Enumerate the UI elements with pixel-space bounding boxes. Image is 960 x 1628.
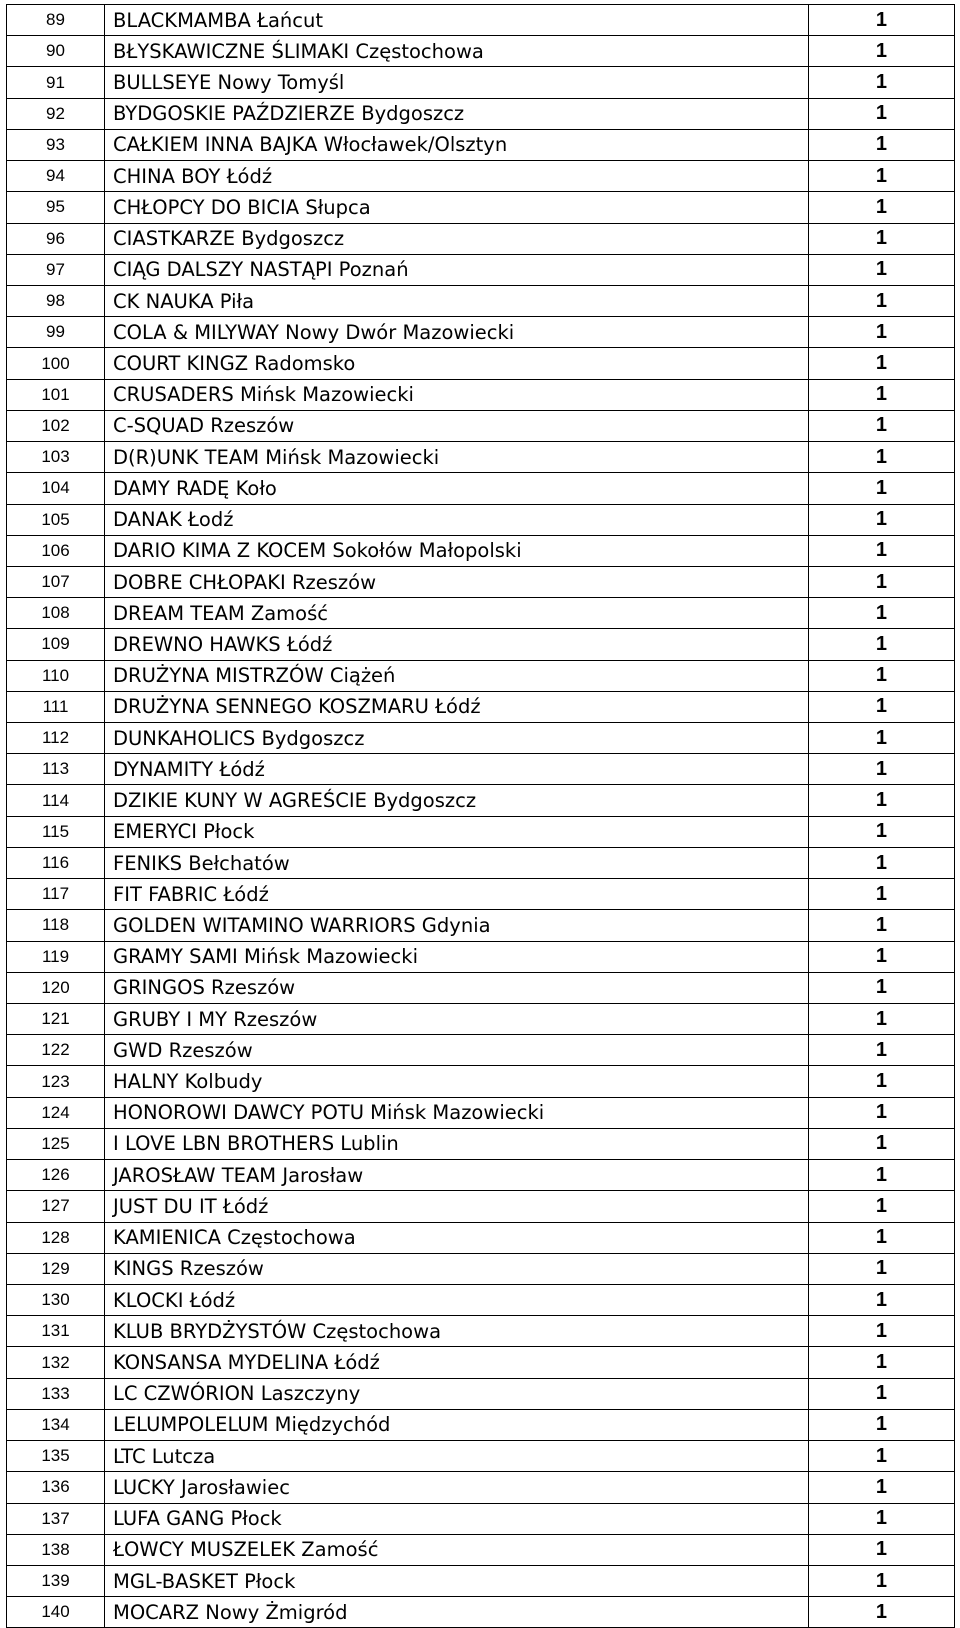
team-name: MGL-BASKET Płock [105,1565,809,1596]
team-count: 1 [809,1316,955,1347]
team-count: 1 [809,1160,955,1191]
row-number: 102 [7,410,105,441]
team-count: 1 [809,192,955,223]
row-number: 101 [7,379,105,410]
team-name: GOLDEN WITAMINO WARRIORS Gdynia [105,910,809,941]
table-row [7,1004,955,1035]
table-row [7,972,955,1003]
table-row [7,629,955,660]
team-count: 1 [809,847,955,878]
team-count: 1 [809,473,955,504]
table-row [7,1565,955,1596]
team-name: DAMY RADĘ Koło [105,473,809,504]
row-number: 136 [7,1472,105,1503]
team-name: BULLSEYE Nowy Tomyśl [105,67,809,98]
team-name: KLOCKI Łódź [105,1284,809,1315]
team-count: 1 [809,598,955,629]
team-count: 1 [809,1378,955,1409]
team-name: DANAK Łodź [105,504,809,535]
row-number: 121 [7,1004,105,1035]
row-number: 130 [7,1284,105,1315]
team-count: 1 [809,941,955,972]
team-count: 1 [809,1035,955,1066]
table-row [7,504,955,535]
row-number: 93 [7,129,105,160]
team-name: GRUBY I MY Rzeszów [105,1004,809,1035]
row-number: 113 [7,754,105,785]
team-count: 1 [809,723,955,754]
team-name: DUNKAHOLICS Bydgoszcz [105,723,809,754]
table-row [7,910,955,941]
team-name: C-SQUAD Rzeszów [105,410,809,441]
team-count: 1 [809,317,955,348]
team-count: 1 [809,1409,955,1440]
team-count: 1 [809,36,955,67]
team-name: GWD Rzeszów [105,1035,809,1066]
team-name: HALNY Kolbudy [105,1066,809,1097]
team-name: GRINGOS Rzeszów [105,972,809,1003]
team-name: BYDGOSKIE PAŹDZIERZE Bydgoszcz [105,98,809,129]
table-row [7,1347,955,1378]
table-row [7,129,955,160]
team-name: KLUB BRYDŻYSTÓW Częstochowa [105,1316,809,1347]
team-name: CRUSADERS Mińsk Mazowiecki [105,379,809,410]
row-number: 98 [7,285,105,316]
team-name: COLA & MILYWAY Nowy Dwór Mazowiecki [105,317,809,348]
team-name: LUCKY Jarosławiec [105,1472,809,1503]
team-name: KINGS Rzeszów [105,1253,809,1284]
table-row [7,161,955,192]
team-name: LUFA GANG Płock [105,1503,809,1534]
row-number: 118 [7,910,105,941]
table-row [7,660,955,691]
row-number: 131 [7,1316,105,1347]
team-count: 1 [809,129,955,160]
team-count: 1 [809,348,955,379]
table-row [7,1597,955,1628]
table-row [7,1066,955,1097]
team-name: DREWNO HAWKS Łódź [105,629,809,660]
table-row [7,535,955,566]
team-count: 1 [809,1253,955,1284]
team-count: 1 [809,879,955,910]
team-name: DRUŻYNA MISTRZÓW Ciążeń [105,660,809,691]
table-row [7,1534,955,1565]
table-row [7,1472,955,1503]
team-count: 1 [809,754,955,785]
team-count: 1 [809,254,955,285]
team-name: BŁYSKAWICZNE ŚLIMAKI Częstochowa [105,36,809,67]
table-row [7,1035,955,1066]
team-count: 1 [809,910,955,941]
table-row [7,36,955,67]
team-count: 1 [809,1191,955,1222]
team-count: 1 [809,1597,955,1628]
team-name: FENIKS Bełchatów [105,847,809,878]
team-name: CIĄG DALSZY NASTĄPI Poznań [105,254,809,285]
row-number: 89 [7,5,105,36]
row-number: 111 [7,691,105,722]
table-row [7,847,955,878]
team-count: 1 [809,410,955,441]
row-number: 116 [7,847,105,878]
row-number: 90 [7,36,105,67]
team-count: 1 [809,1534,955,1565]
team-name: DYNAMITY Łódź [105,754,809,785]
table-row [7,1253,955,1284]
team-name: DARIO KIMA Z KOCEM Sokołów Małopolski [105,535,809,566]
team-name: KONSANSA MYDELINA Łódź [105,1347,809,1378]
team-name: CIASTKARZE Bydgoszcz [105,223,809,254]
row-number: 104 [7,473,105,504]
team-count: 1 [809,442,955,473]
row-number: 112 [7,723,105,754]
row-number: 138 [7,1534,105,1565]
table-row [7,1097,955,1128]
team-name: DREAM TEAM Zamość [105,598,809,629]
table-row [7,1503,955,1534]
team-count: 1 [809,379,955,410]
row-number: 129 [7,1253,105,1284]
row-number: 94 [7,161,105,192]
team-name: DRUŻYNA SENNEGO KOSZMARU Łódź [105,691,809,722]
row-number: 119 [7,941,105,972]
team-name: ŁOWCY MUSZELEK Zamość [105,1534,809,1565]
table-row [7,379,955,410]
table-row [7,691,955,722]
teams-table [6,4,955,1628]
table-row [7,285,955,316]
row-number: 128 [7,1222,105,1253]
team-count: 1 [809,660,955,691]
table-row [7,598,955,629]
table-row [7,1284,955,1315]
team-name: MOCARZ Nowy Żmigród [105,1597,809,1628]
table-row [7,1160,955,1191]
team-count: 1 [809,223,955,254]
row-number: 107 [7,566,105,597]
team-name: DOBRE CHŁOPAKI Rzeszów [105,566,809,597]
row-number: 103 [7,442,105,473]
row-number: 135 [7,1441,105,1472]
row-number: 99 [7,317,105,348]
team-count: 1 [809,1097,955,1128]
row-number: 124 [7,1097,105,1128]
row-number: 132 [7,1347,105,1378]
team-count: 1 [809,691,955,722]
table-row [7,192,955,223]
row-number: 105 [7,504,105,535]
team-name: DZIKIE KUNY W AGREŚCIE Bydgoszcz [105,785,809,816]
team-count: 1 [809,785,955,816]
team-count: 1 [809,972,955,1003]
table-row [7,254,955,285]
team-name: EMERYCI Płock [105,816,809,847]
row-number: 114 [7,785,105,816]
table-row [7,785,955,816]
row-number: 137 [7,1503,105,1534]
team-count: 1 [809,1565,955,1596]
team-name: GRAMY SAMI Mińsk Mazowiecki [105,941,809,972]
row-number: 140 [7,1597,105,1628]
table-row [7,1378,955,1409]
team-count: 1 [809,98,955,129]
row-number: 134 [7,1409,105,1440]
table-row [7,754,955,785]
table-row [7,1409,955,1440]
team-count: 1 [809,566,955,597]
table-row [7,1316,955,1347]
table-row [7,566,955,597]
row-number: 97 [7,254,105,285]
team-name: JAROSŁAW TEAM Jarosław [105,1160,809,1191]
team-count: 1 [809,67,955,98]
table-row [7,723,955,754]
team-count: 1 [809,1284,955,1315]
team-count: 1 [809,1128,955,1159]
row-number: 91 [7,67,105,98]
table-row [7,473,955,504]
team-name: CK NAUKA Piła [105,285,809,316]
team-count: 1 [809,5,955,36]
table-row [7,67,955,98]
table-row [7,1191,955,1222]
table-row [7,879,955,910]
team-count: 1 [809,1472,955,1503]
team-name: LELUMPOLELUM Międzychód [105,1409,809,1440]
team-count: 1 [809,535,955,566]
table-row [7,317,955,348]
team-count: 1 [809,629,955,660]
row-number: 139 [7,1565,105,1596]
team-count: 1 [809,1004,955,1035]
row-number: 122 [7,1035,105,1066]
table-row [7,223,955,254]
team-name: FIT FABRIC Łódź [105,879,809,910]
table-row [7,1128,955,1159]
team-name: CHINA BOY Łódź [105,161,809,192]
team-name: BLACKMAMBA Łańcut [105,5,809,36]
team-count: 1 [809,1347,955,1378]
table-row [7,98,955,129]
team-count: 1 [809,1222,955,1253]
team-count: 1 [809,285,955,316]
team-name: HONOROWI DAWCY POTU Mińsk Mazowiecki [105,1097,809,1128]
row-number: 95 [7,192,105,223]
row-number: 133 [7,1378,105,1409]
row-number: 125 [7,1128,105,1159]
team-count: 1 [809,1066,955,1097]
table-row [7,410,955,441]
row-number: 110 [7,660,105,691]
row-number: 115 [7,816,105,847]
team-name: JUST DU IT Łódź [105,1191,809,1222]
team-count: 1 [809,816,955,847]
row-number: 92 [7,98,105,129]
team-name: LC CZWÓRION Laszczyny [105,1378,809,1409]
team-name: COURT KINGZ Radomsko [105,348,809,379]
table-row [7,348,955,379]
row-number: 108 [7,598,105,629]
table-row [7,941,955,972]
team-name: LTC Lutcza [105,1441,809,1472]
team-count: 1 [809,161,955,192]
team-name: D(R)UNK TEAM Mińsk Mazowiecki [105,442,809,473]
row-number: 109 [7,629,105,660]
teams-table-body [7,5,955,1628]
team-name: CAŁKIEM INNA BAJKA Włocławek/Olsztyn [105,129,809,160]
row-number: 120 [7,972,105,1003]
table-row [7,816,955,847]
row-number: 127 [7,1191,105,1222]
row-number: 96 [7,223,105,254]
team-count: 1 [809,1441,955,1472]
row-number: 117 [7,879,105,910]
team-name: KAMIENICA Częstochowa [105,1222,809,1253]
team-count: 1 [809,1503,955,1534]
table-row [7,5,955,36]
team-name: I LOVE LBN BROTHERS Lublin [105,1128,809,1159]
row-number: 123 [7,1066,105,1097]
row-number: 106 [7,535,105,566]
row-number: 100 [7,348,105,379]
team-name: CHŁOPCY DO BICIA Słupca [105,192,809,223]
team-count: 1 [809,504,955,535]
table-row [7,442,955,473]
table-row [7,1441,955,1472]
table-row [7,1222,955,1253]
row-number: 126 [7,1160,105,1191]
